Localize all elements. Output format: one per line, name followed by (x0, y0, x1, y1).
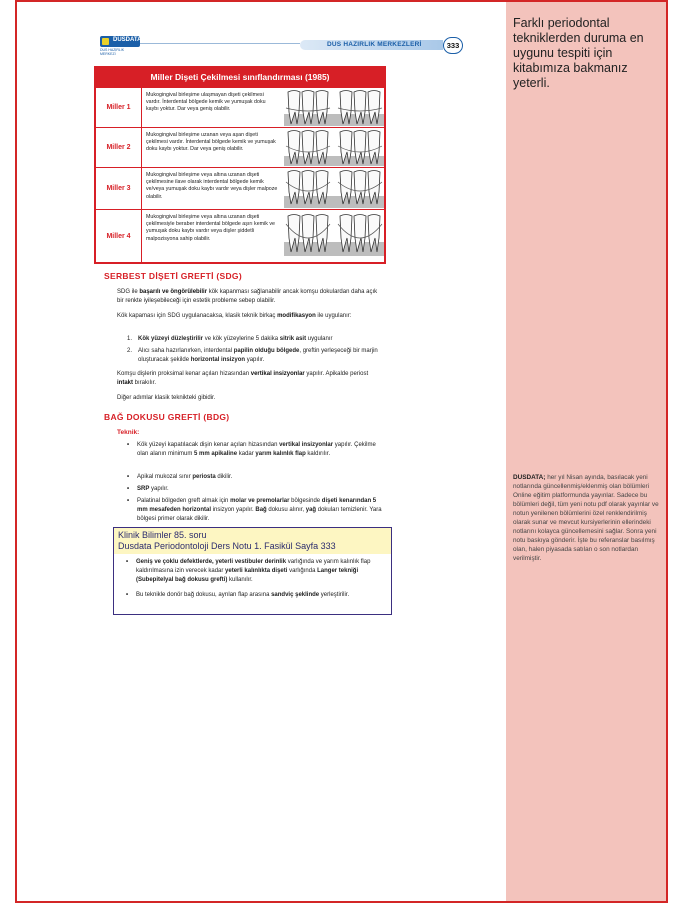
logo-subtitle: DUS HAZIRLIK MERKEZİ (100, 48, 125, 56)
sidebar-note: Farklı periodontal tekniklerden duruma en uygunu tespiti için kitabımıza bakmanız yeterli. (513, 16, 644, 90)
page-number: 333 (443, 37, 463, 54)
reference-title: Klinik Bilimler 85. soru (118, 530, 207, 540)
section-heading-bdg: BAĞ DOKUSU GREFTİ (BDG) (104, 412, 230, 422)
row-description: Mukogingival birleşime uzanan veya aşan dişeti çekilmesi vardır. İnterdental bölgede kemik ve yumuşak doku kaybı yoktur. Dar veya geniş olabilir. (146, 132, 276, 153)
sdg-paragraph-3: Komşu dişlerin proksimal kenar açıları hizasından vertikal insizyonlar yapılır. Apikalde periost intakt bırakılır. (117, 371, 369, 386)
miller-classification-table (94, 66, 386, 264)
sidebar-disclaimer: DUSDATA; her yıl Nisan ayında, basılacak yeni notlarında güncellenmiş/eklenmiş olan bölümleri Online eğitim platformunda yayınlar. Sadece bu bölümleri değil, tüm yeni notu pdf olarak yayınlar ve notun yenilenen bölümlerini özel renklendirilmiş olarak sunar ve mevcut kursiyerlerinin ellerindeki notlarını kolayca güncellemesini sağlar. Sonra yeni notu baskıya gönderir. İşte bu referanslar basılmış olan, halen piyasada satılan o son notlardan verilmiştir. (513, 474, 659, 562)
dusdata-logo: DUSDATA DUS HAZIRLIK MERKEZİ (100, 37, 142, 56)
sdg-paragraph-4: Diğer adımlar klasik teknikteki gibidir. (117, 395, 216, 401)
row-label: Miller 1 (96, 88, 142, 127)
header-title: DUS HAZIRLIK MERKEZLERİ (327, 41, 422, 48)
table-row (96, 127, 384, 167)
table-row (96, 167, 384, 209)
row-description: Mukogingival birleşime veya altına uzanan dişeti çekilmesine ilave olarak interdental bölgede kemik ve/veya yumuşak doku kaybı vardır veya dişler malpoze olabilir. (146, 172, 278, 200)
section-heading-sdg: SERBEST DİŞETİ GREFTİ (SDG) (104, 271, 242, 281)
tooth-illustration (284, 170, 384, 208)
row-description: Mukogingival birleşime veya altına uzanan dişeti çekilmesiyle beraber interdental bölgede aşırı kemik ve yumuşak doku kaybı vardır veya dişler şiddetli malpozisyona sahip olabilir. (146, 214, 275, 242)
row-description: Mukogingival birleşime ulaşmayan dişeti çekilmesi vardır. İnterdental bölgede kemik ve yumuşak doku kaybı yoktur. Dar veya geniş olabilir. (146, 92, 266, 113)
tooth-illustration (284, 90, 384, 126)
sdg-paragraph-2: Kök kapaması için SDG uygulanacaksa, klasik teknik birkaç modifikasyon ile uygulanır: (117, 313, 352, 319)
reference-header (114, 528, 391, 554)
reference-box: Klinik Bilimler 85. soru Dusdata Periodontoloji Ders Notu 1. Fasikül Sayfa 333 • Geniş ve çoklu defektlerde, yeterli vestibuler derinlik varlığında ve yarım kalınlık flap kaldırılmasına izin verecek kadar yeterli kalınlıkta dişeti varlığında Langer tekniği (Subepitelyal bağ dokusu grefti) kullanılır. • Bu teknikle donör bağ dokusu, ayrılan flap arasına sandviç şeklinde yerleştirilir. (113, 527, 392, 615)
sidebar-panel (506, 2, 666, 901)
technique-label: Teknik: (117, 429, 140, 436)
row-label: Miller 4 (96, 210, 142, 262)
row-label: Miller 3 (96, 168, 142, 209)
logo-mark-icon (102, 38, 109, 45)
tooth-illustration (284, 212, 384, 256)
table-row (96, 209, 384, 262)
table-title: Miller Dişeti Çekilmesi sınıflandırması (1985) (96, 68, 384, 87)
table-row (96, 87, 384, 127)
reference-subtitle: Dusdata Periodontoloji Ders Notu 1. Fasikül Sayfa 333 (118, 541, 336, 551)
row-label: Miller 2 (96, 128, 142, 167)
tooth-illustration (284, 130, 384, 166)
header-divider (140, 43, 300, 44)
sdg-paragraph-1: SDG ile başarılı ve öngörülebilir kök kapanması sağlanabilir ancak komşu dokulardan daha açık bir renkte iyileşebileceği için estetik probleme sebep olabilir. (117, 289, 378, 304)
